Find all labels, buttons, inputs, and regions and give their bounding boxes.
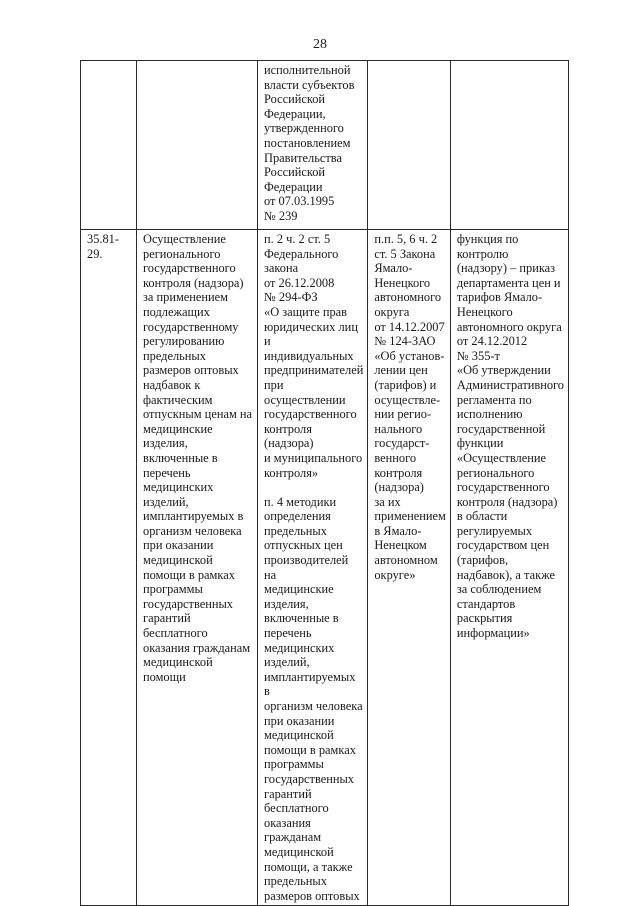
cell-function-name: Осуществление регионального государственного контроля (надзора) за применением подлежащих государственному регулированию предельных размеров оптовых надбавок к фактическим отпускным ценам на медицинские изделия, включенные в перечень медицинских изделий, имплантируемых в организм человека при оказании медицинской помощи в рамках программы государственных гарантий бесплатного оказания гражданам медицинской помощи xyxy=(137,230,258,906)
cell-regional-basis xyxy=(368,61,451,230)
page-number: 28 xyxy=(313,37,327,52)
functions-table xyxy=(80,60,569,906)
table-row-continuation xyxy=(81,61,569,230)
cell-federal-basis: исполнительной власти субъектов Российской Федерации, утвержденного постановлением Правительства Российской Федерации от 07.03.1995 № 239 xyxy=(258,61,368,230)
cell-federal-basis: п. 2 ч. 2 ст. 5 Федерального закона от 26.12.2008 № 294-ФЗ «О защите прав юридических лиц и индивидуальных предпринимателей при осуществлении государственного контроля (надзора) и муниципального контроля» п. 4 методики определения предельных отпускных цен производителей на медицинские изделия, включенные в перечень медицинских изделий, имплантируемых в организм человека при оказании медицинской помощи в рамках программы государственных гарантий бесплатного оказания гражданам медицинской помощи, а также предельных размеров оптовых xyxy=(258,230,368,906)
cell-number: 35.81-29. xyxy=(81,230,137,906)
cell-regulation: функция по контролю (надзору) – приказ департамента цен и тарифов Ямало- Ненецкого автономного округа от 24.12.2012 № 355-т «Об утверждении Административного регламента по исполнению государственной функции «Осуществление регионального государственного контроля (надзора) в области регулируемых государством цен (тарифов, надбавок), а также за соблюдением стандартов раскрытия информации» xyxy=(450,230,568,906)
table-row xyxy=(81,230,569,906)
cell-number xyxy=(81,61,137,230)
cell-function-name xyxy=(137,61,258,230)
cell-regional-basis: п.п. 5, 6 ч. 2 ст. 5 Закона Ямало- Ненецкого автономного округа от 14.12.2007 № 124-ЗАО «Об установ- лении цен (тарифов) и осуществле- нии регио- нального государст- венного контроля (надзора) за их применением в Ямало- Ненецком автономном округе» xyxy=(368,230,451,906)
cell-regulation xyxy=(450,61,568,230)
